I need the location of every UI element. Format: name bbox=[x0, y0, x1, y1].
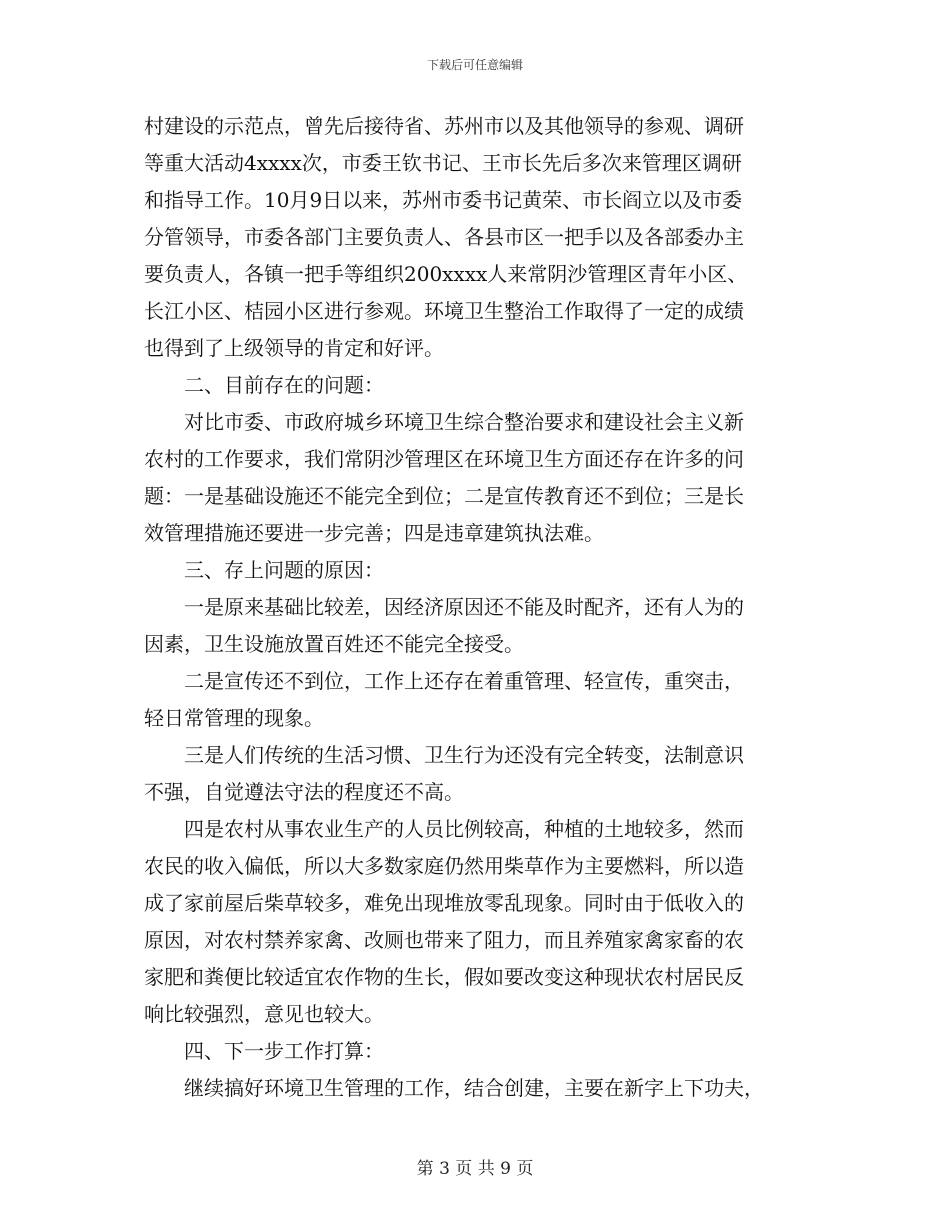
section-heading-next-steps bbox=[144, 1033, 804, 1070]
section-heading-reasons bbox=[144, 552, 804, 589]
text-line: 也得到了上级领导的肯定和好评。 bbox=[144, 336, 444, 360]
text-line: 不强，自觉遵法守法的程度还不高。 bbox=[144, 780, 464, 804]
page-header: 下载后可任意编辑 bbox=[426, 58, 523, 72]
text-line: 农村的工作要求，我们常阴沙管理区在环境卫生方面还存在许多的问 bbox=[144, 447, 744, 471]
paragraph-reason-2 bbox=[144, 663, 804, 737]
paragraph-reason-3 bbox=[144, 737, 804, 811]
text-line: 等重大活动4xxxx次，市委王钦书记、王市长先后多次来管理区调研 bbox=[144, 151, 742, 175]
text-line: 村建设的示范点，曾先后接待省、苏州市以及其他领导的参观、调研 bbox=[144, 114, 744, 138]
paragraph-problems bbox=[144, 404, 804, 552]
text-line: 轻日常管理的现象。 bbox=[144, 706, 324, 730]
heading-text: 四、下一步工作打算： bbox=[184, 1039, 384, 1063]
text-line: 二是宣传还不到位，工作上还存在着重管理、轻宣传，重突击， bbox=[184, 669, 744, 693]
text-line: 分管领导，市委各部门主要负责人、各县市区一把手以及各部委办主 bbox=[144, 225, 744, 249]
paragraph-reason-4 bbox=[144, 811, 804, 1033]
text-line: 对比市委、市政府城乡环境卫生综合整治要求和建设社会主义新 bbox=[184, 410, 744, 434]
text-line: 成了家前屋后柴草较多，难免出现堆放零乱现象。同时由于低收入的 bbox=[144, 891, 744, 915]
text-line: 农民的收入偏低，所以大多数家庭仍然用柴草作为主要燃料，所以造 bbox=[144, 854, 744, 878]
paragraph-reason-1 bbox=[144, 589, 804, 663]
text-line: 和指导工作。10月9日以来，苏州市委书记黄荣、市长阎立以及市委 bbox=[144, 188, 743, 212]
text-line: 因素，卫生设施放置百姓还不能完全接受。 bbox=[144, 632, 524, 656]
text-line: 四是农村从事农业生产的人员比例较高，种植的土地较多，然而 bbox=[184, 817, 744, 841]
page-number: 第 3 页 共 9 页 bbox=[416, 1159, 534, 1179]
heading-text: 三、存上问题的原因： bbox=[184, 558, 384, 582]
paragraph-next-steps bbox=[144, 1070, 804, 1107]
text-line: 长江小区、桔园小区进行参观。环境卫生整治工作取得了一定的成绩 bbox=[144, 299, 744, 323]
heading-text: 二、目前存在的问题： bbox=[184, 373, 384, 397]
text-line: 继续搞好环境卫生管理的工作，结合创建，主要在新字上下功夫， bbox=[184, 1076, 764, 1100]
paragraph-intro bbox=[144, 108, 804, 367]
text-line: 三是人们传统的生活习惯、卫生行为还没有完全转变，法制意识 bbox=[184, 743, 744, 767]
section-heading-problems bbox=[144, 367, 804, 404]
text-line: 响比较强烈，意见也较大。 bbox=[144, 1002, 384, 1026]
text-line: 要负责人，各镇一把手等组织200xxxx人来常阴沙管理区青年小区、 bbox=[144, 262, 748, 286]
document-body bbox=[144, 108, 804, 1107]
text-line: 效管理措施还要进一步完善；四是违章建筑执法难。 bbox=[144, 521, 604, 545]
text-line: 家肥和粪便比较适宜农作物的生长，假如要改变这种现状农村居民反 bbox=[144, 965, 744, 989]
text-line: 题：一是基础设施还不能完全到位；二是宣传教育还不到位；三是长 bbox=[144, 484, 744, 508]
text-line: 一是原来基础比较差，因经济原因还不能及时配齐，还有人为的 bbox=[184, 595, 744, 619]
text-line: 原因，对农村禁养家禽、改厕也带来了阻力，而且养殖家禽家畜的农 bbox=[144, 928, 744, 952]
